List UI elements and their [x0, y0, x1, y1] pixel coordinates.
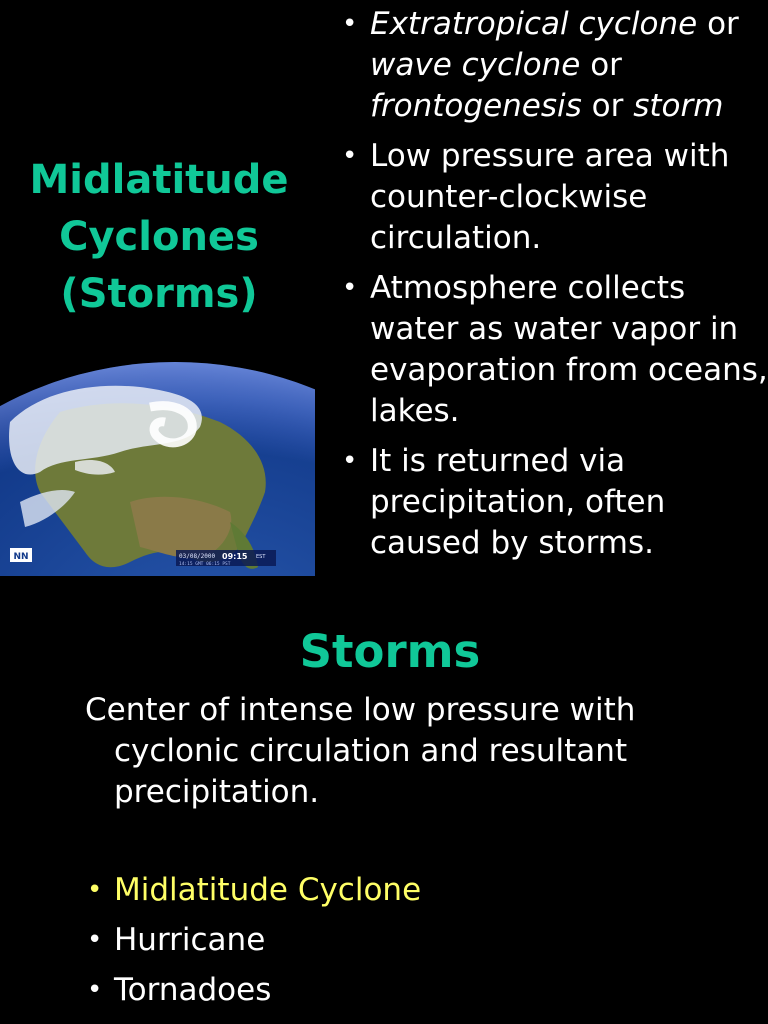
storm-type-item: [85, 920, 725, 961]
connector-text: or: [581, 88, 634, 124]
bullet-item: [340, 441, 768, 564]
slide-title: [0, 152, 318, 323]
italic-term: frontogenesis: [370, 88, 582, 124]
bullet-item: [340, 268, 768, 432]
image-zone: EST: [256, 554, 266, 560]
bullet-icon: •: [342, 9, 358, 39]
image-time: 09:15: [222, 552, 248, 561]
storm-type-item: [85, 870, 725, 911]
connector-text: or: [697, 6, 739, 42]
earth-satellite-image: [0, 352, 315, 576]
connector-text: or: [580, 47, 622, 83]
bullet-text: It is returned via precipitation, often caused by storms.: [370, 443, 666, 561]
storms-heading: Storms: [299, 625, 481, 678]
storm-types-list: [85, 870, 725, 1020]
bullet-item: [340, 136, 768, 259]
storm-type-item: [85, 970, 725, 1011]
bullet-item: [340, 4, 768, 127]
bullet-icon: •: [342, 273, 358, 303]
bullet-icon: •: [87, 875, 103, 905]
bullet-icon: •: [342, 141, 358, 171]
bullet-icon: •: [87, 975, 103, 1005]
cyclone-facts-list: [340, 4, 768, 573]
italic-term: wave cyclone: [370, 47, 581, 83]
image-date: 03/08/2000: [179, 553, 216, 560]
title-line: Cyclones: [59, 214, 259, 260]
bullet-text: Atmosphere collects water as water vapor in evaporation from oceans, lakes.: [370, 270, 768, 429]
bullet-text: Low pressure area with counter-clockwise circulation.: [370, 138, 730, 256]
storm-type-label: Tornadoes: [114, 972, 272, 1008]
title-line: (Storms): [60, 271, 258, 317]
storms-description: Center of intense low pressure with cyclonic circulation and resultant precipitation.: [85, 692, 636, 810]
storm-type-label: Hurricane: [114, 922, 266, 958]
title-line: Midlatitude: [29, 157, 289, 203]
image-secondary-times: 14:15 GMT 06:15 PST: [179, 562, 231, 567]
storm-type-label: Midlatitude Cyclone: [114, 872, 422, 908]
bullet-icon: •: [87, 925, 103, 955]
network-logo: NN: [13, 552, 29, 562]
bullet-icon: •: [342, 446, 358, 476]
italic-term: Extratropical cyclone: [370, 6, 698, 42]
italic-term: storm: [633, 88, 724, 124]
earth-globe-graphic: [0, 352, 315, 576]
